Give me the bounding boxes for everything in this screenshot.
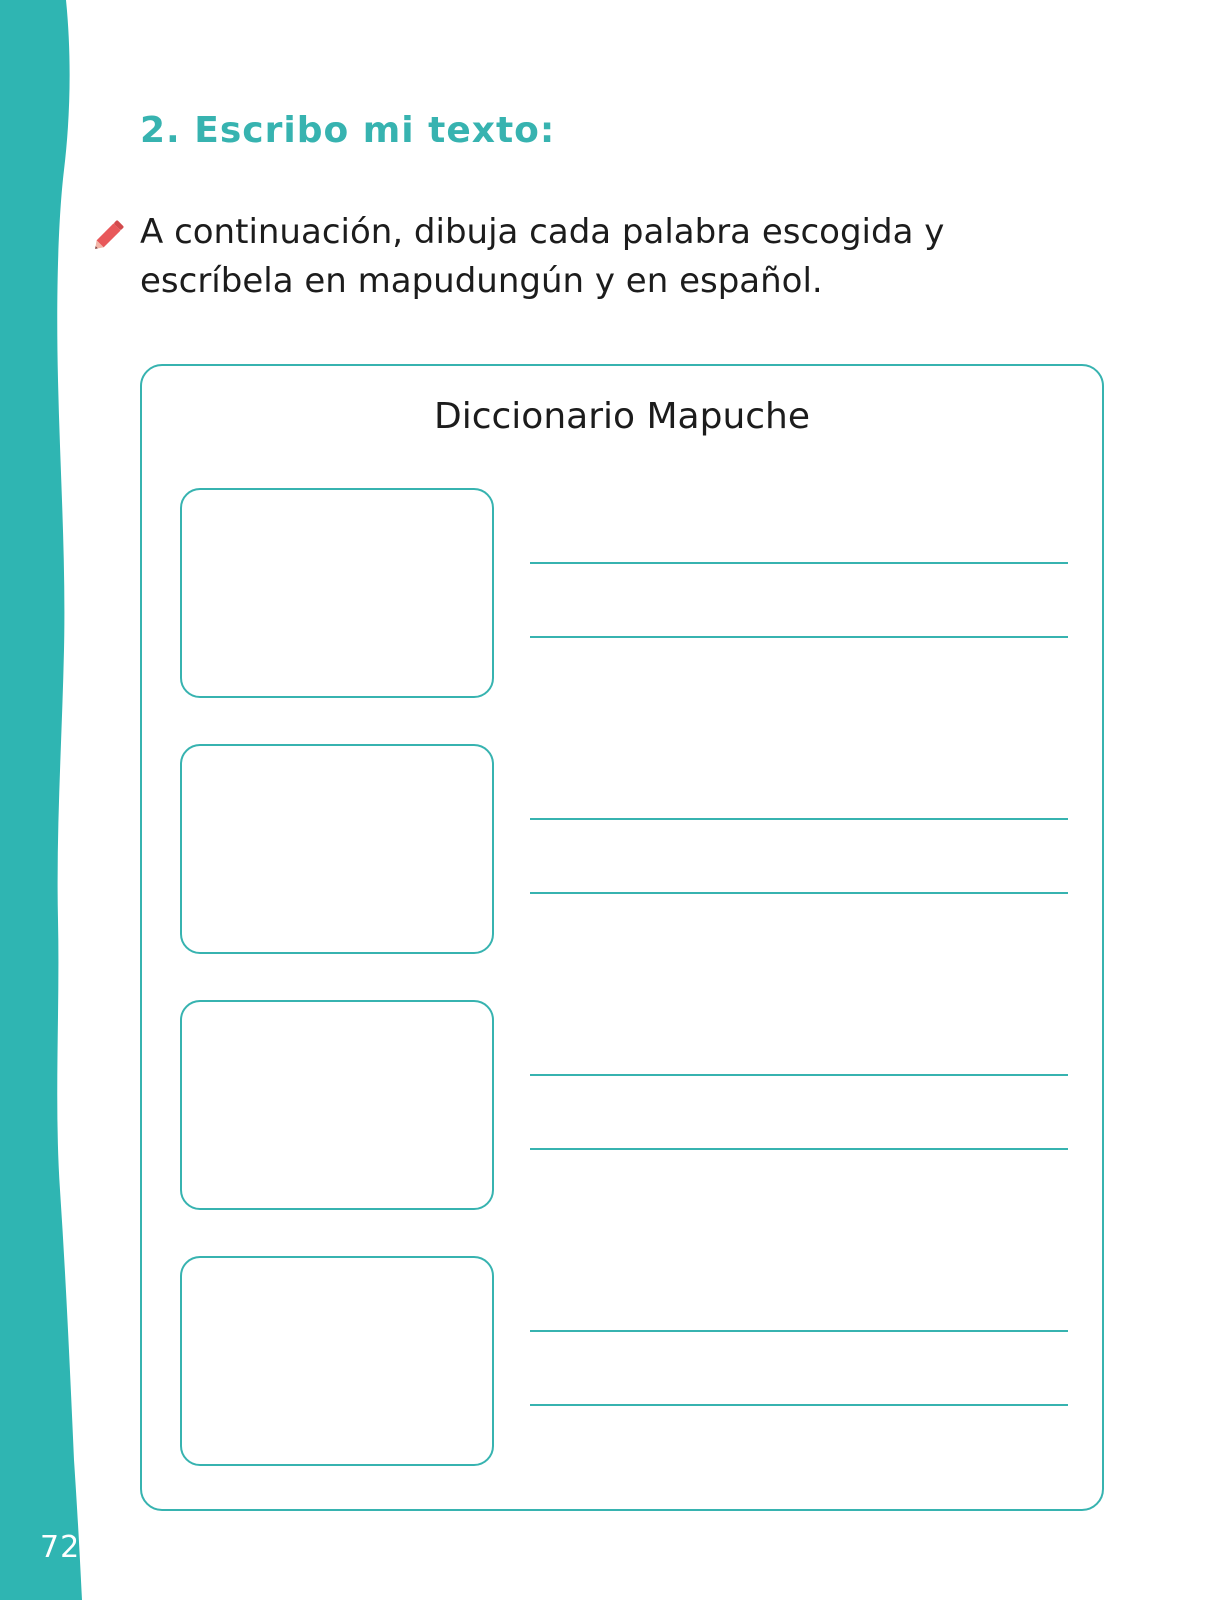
drawing-box[interactable] bbox=[180, 1000, 494, 1210]
drawing-box[interactable] bbox=[180, 744, 494, 954]
dictionary-entry bbox=[142, 744, 1102, 954]
dictionary-title: Diccionario Mapuche bbox=[433, 396, 811, 437]
instruction-text: A continuación, dibuja cada palabra escogida y escríbela en mapudungún y en español. bbox=[140, 212, 945, 301]
pencil-icon bbox=[88, 212, 132, 256]
mapudungun-write-line[interactable] bbox=[530, 818, 1068, 820]
section-title: 2. Escribo mi texto: bbox=[140, 110, 556, 151]
drawing-box[interactable] bbox=[180, 1256, 494, 1466]
spanish-write-line[interactable] bbox=[530, 1148, 1068, 1150]
spanish-write-line[interactable] bbox=[530, 636, 1068, 638]
page-number: 72 bbox=[40, 1530, 81, 1565]
drawing-box[interactable] bbox=[180, 488, 494, 698]
spanish-write-line[interactable] bbox=[530, 1404, 1068, 1406]
mapudungun-write-line[interactable] bbox=[530, 1330, 1068, 1332]
dictionary-entry bbox=[142, 1256, 1102, 1466]
dictionary-frame bbox=[140, 364, 1104, 1511]
spanish-write-line[interactable] bbox=[530, 892, 1068, 894]
mapudungun-write-line[interactable] bbox=[530, 562, 1068, 564]
dictionary-entry bbox=[142, 488, 1102, 698]
dictionary-entry bbox=[142, 1000, 1102, 1210]
mapudungun-write-line[interactable] bbox=[530, 1074, 1068, 1076]
